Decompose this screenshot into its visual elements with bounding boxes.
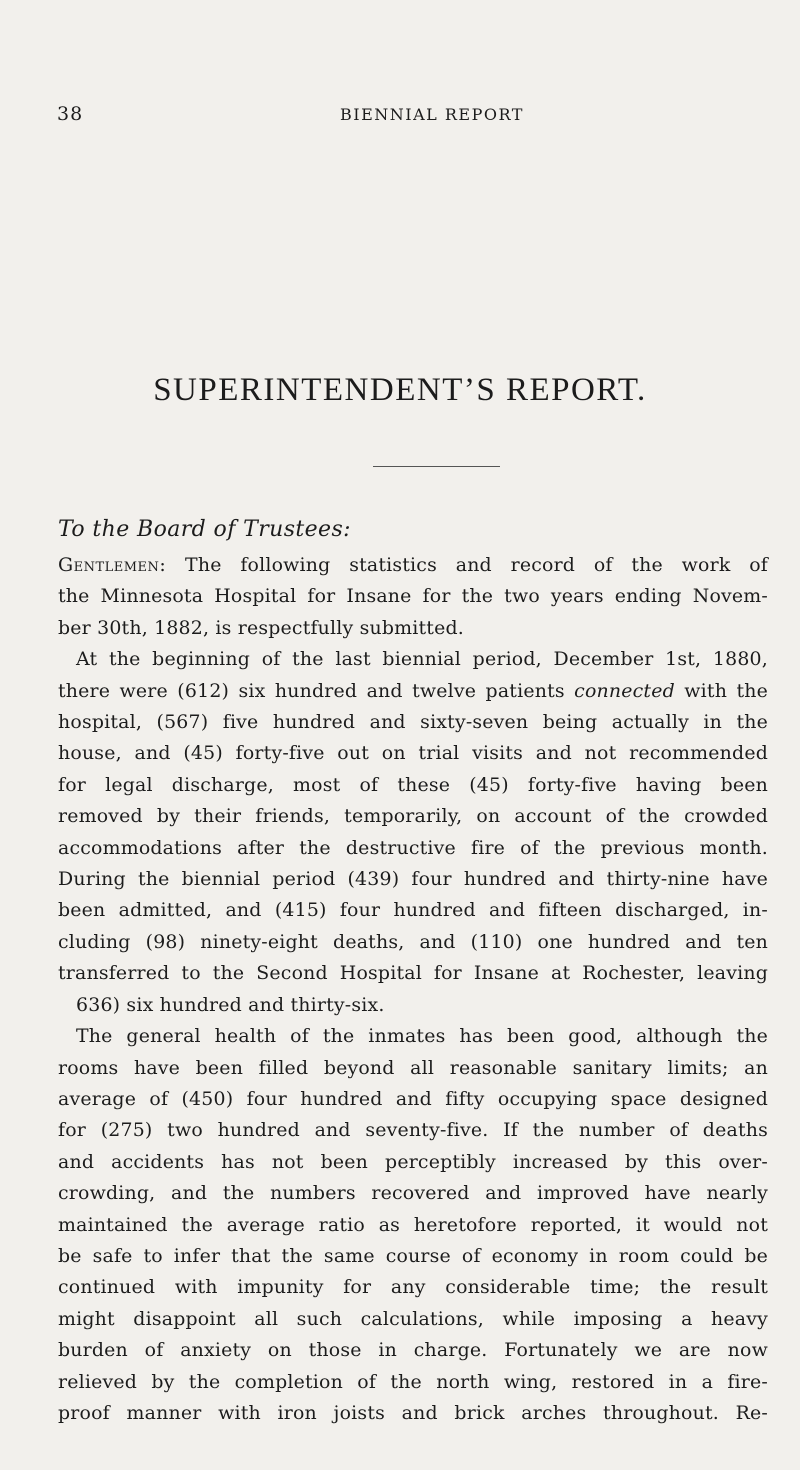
text-line <box>58 676 768 707</box>
text-line: At the beginning of the last biennial period, December 1st, 1880, <box>76 648 768 671</box>
text-line: 636) six hundred and thirty-six. <box>76 993 385 1016</box>
text-line: removed by their friends, temporarily, on account of the crowded <box>58 805 768 828</box>
text-line: continued with impunity for any considerable time; the result <box>58 1276 768 1299</box>
text-line: cluding (98) ninety-eight deaths, and (110) one hundred and ten <box>58 930 768 953</box>
text-line: The general health of the inmates has been good, although the <box>76 1025 768 1048</box>
emphasis-text: connected <box>574 679 675 702</box>
paragraph-2 <box>58 644 768 1021</box>
text-line <box>58 550 768 581</box>
text-line: for (275) two hundred and seventy-five. If the number of deaths <box>58 1119 768 1142</box>
text-line: average of (450) four hundred and fifty occupying space designed <box>58 1087 768 1110</box>
title-rule-divider <box>373 466 500 467</box>
text-span: The following statistics and record of the work of <box>166 554 768 576</box>
page-title: SUPERINTENDENT’S REPORT. <box>153 372 647 408</box>
salutation-lead: Gentlemen: <box>58 554 167 576</box>
text-span: there were (612) six hundred and twelve patients <box>58 679 575 702</box>
text-line: relieved by the completion of the north wing, restored in a fire- <box>58 1370 768 1393</box>
report-body <box>58 550 768 1429</box>
text-line: hospital, (567) five hundred and sixty-seven being actually in the <box>58 711 768 734</box>
text-line: might disappoint all such calculations, while imposing a heavy <box>58 1307 768 1330</box>
paragraph-1 <box>58 550 768 644</box>
text-line: accommodations after the destructive fire of the previous month. <box>58 836 768 859</box>
text-line: house, and (45) forty-five out on trial visits and not recommended <box>58 742 768 765</box>
text-line: for legal discharge, most of these (45) forty-five having been <box>58 773 768 796</box>
text-line: transferred to the Second Hospital for Insane at Rochester, leaving <box>58 962 768 985</box>
paragraph-3 <box>58 1021 768 1429</box>
text-line: burden of anxiety on those in charge. Fortunately we are now <box>58 1339 768 1362</box>
salutation: To the Board of Trustees: <box>58 517 351 542</box>
text-line: proof manner with iron joists and brick arches throughout. Re- <box>58 1401 768 1424</box>
text-line: crowding, and the numbers recovered and improved have nearly <box>58 1182 768 1205</box>
text-line: and accidents has not been perceptibly increased by this over- <box>58 1150 768 1173</box>
running-head: BIENNIAL REPORT <box>340 105 524 124</box>
text-span: with the <box>674 679 768 702</box>
text-line: be safe to infer that the same course of economy in room could be <box>58 1244 768 1267</box>
text-line: maintained the average ratio as heretofore reported, it would not <box>58 1213 768 1236</box>
text-line: During the biennial period (439) four hundred and thirty-nine have <box>58 868 768 891</box>
page-number: 38 <box>57 103 84 125</box>
text-line: ber 30th, 1882, is respectfully submitted. <box>58 616 464 639</box>
text-line: rooms have been filled beyond all reasonable sanitary limits; an <box>58 1056 768 1079</box>
text-line: the Minnesota Hospital for Insane for the two years ending Novem- <box>58 585 768 608</box>
text-line: been admitted, and (415) four hundred and fifteen discharged, in- <box>58 899 768 922</box>
